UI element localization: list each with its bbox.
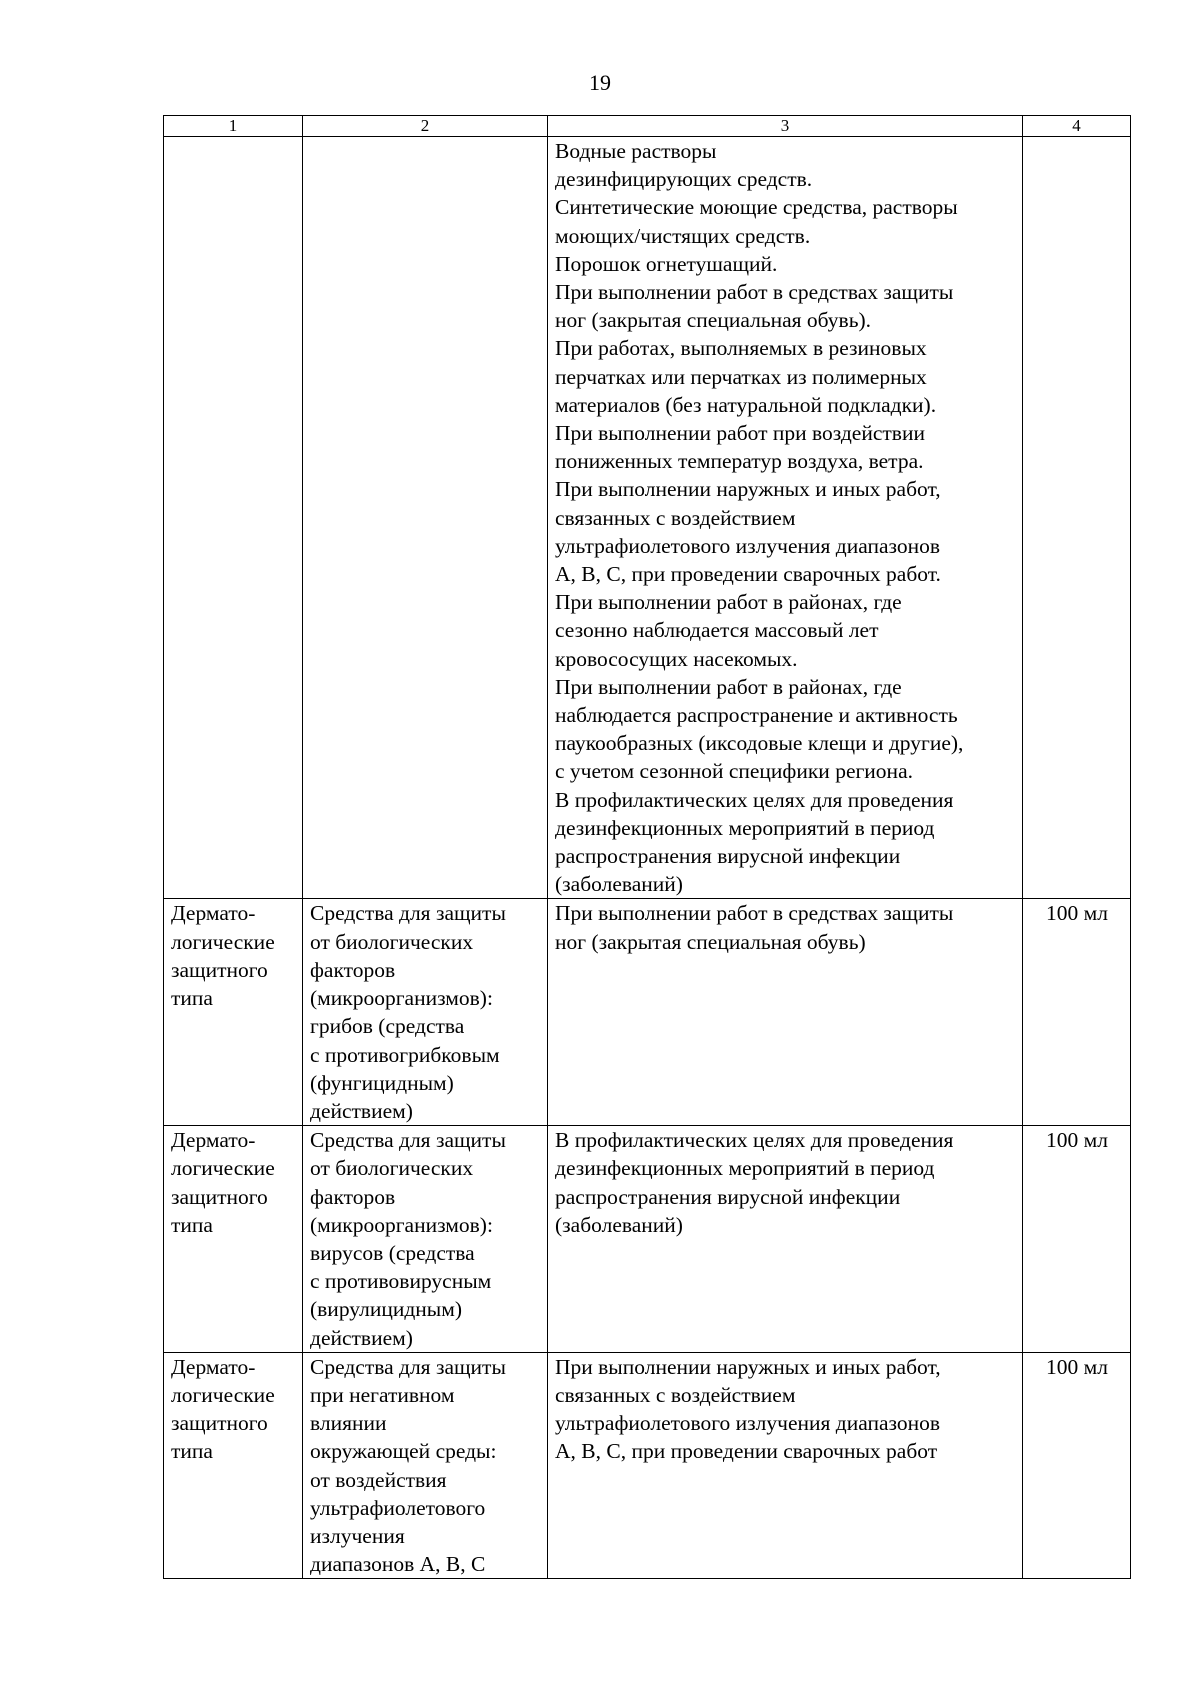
table-row [164,899,1131,1126]
header-col-3: 3 [548,116,1023,137]
cell-conditions-continued: Водные растворы дезинфицирующих средств. Синтетические моющие средства, растворы моющих/чистящих средств. Порошок огнетушащий. При выполнении работ в средствах защиты ног (закрытая специальная обувь). При работах, выполняемых в резиновых перчатках или перчатках из полимерных материалов (без натуральной подкладки). При выполнении работ при воздействии пониженных температур воздуха, ветра. При выполнении наружных и иных работ, связанных с воздействием ультрафиолетового излучения диапазонов A, B, C, при проведении сварочных работ. При выполнении работ в районах, где сезонно наблюдается массовый лет кровососущих насекомых. При выполнении работ в районах, где наблюдается распространение и активность паукообразных (иксодовые клещи и другие), с учетом сезонной специфики региона. В профилактических целях для проведения дезинфекционных мероприятий в период распространения вирусной инфекции (заболеваний) [548,137,1023,899]
header-col-1: 1 [164,116,303,137]
ppe-table [163,115,1131,1579]
table-row [164,1352,1131,1579]
cell-type: Дермато- логические защитного типа [164,899,303,1126]
header-col-2: 2 [303,116,548,137]
cell-type: Дермато- логические защитного типа [164,1126,303,1353]
header-col-4: 4 [1023,116,1131,137]
cell-type: Дермато- логические защитного типа [164,1352,303,1579]
cell-empty [164,137,303,899]
table-row-continuation [164,137,1131,899]
cell-quantity: 100 мл [1023,899,1131,1126]
table-header-row [164,116,1131,137]
cell-quantity: 100 мл [1023,1352,1131,1579]
cell-conditions: В профилактических целях для проведения дезинфекционных мероприятий в период распространения вирусной инфекции (заболеваний) [548,1126,1023,1353]
cell-conditions: При выполнении наружных и иных работ, связанных с воздействием ультрафиолетового излучения диапазонов A, B, C, при проведении сварочных работ [548,1352,1023,1579]
cell-empty [1023,137,1131,899]
table-row [164,1126,1131,1353]
cell-empty [303,137,548,899]
cell-purpose: Средства для защиты при негативном влиянии окружающей среды: от воздействия ультрафиолетового излучения диапазонов A, B, C [303,1352,548,1579]
cell-purpose: Средства для защиты от биологических факторов (микроорганизмов): вирусов (средства с противовирусным (вирулицидным) действием) [303,1126,548,1353]
cell-purpose: Средства для защиты от биологических факторов (микроорганизмов): грибов (средства с противогрибковым (фунгицидным) действием) [303,899,548,1126]
cell-quantity: 100 мл [1023,1126,1131,1353]
cell-conditions: При выполнении работ в средствах защиты ног (закрытая специальная обувь) [548,899,1023,1126]
page-number: 19 [589,70,611,95]
